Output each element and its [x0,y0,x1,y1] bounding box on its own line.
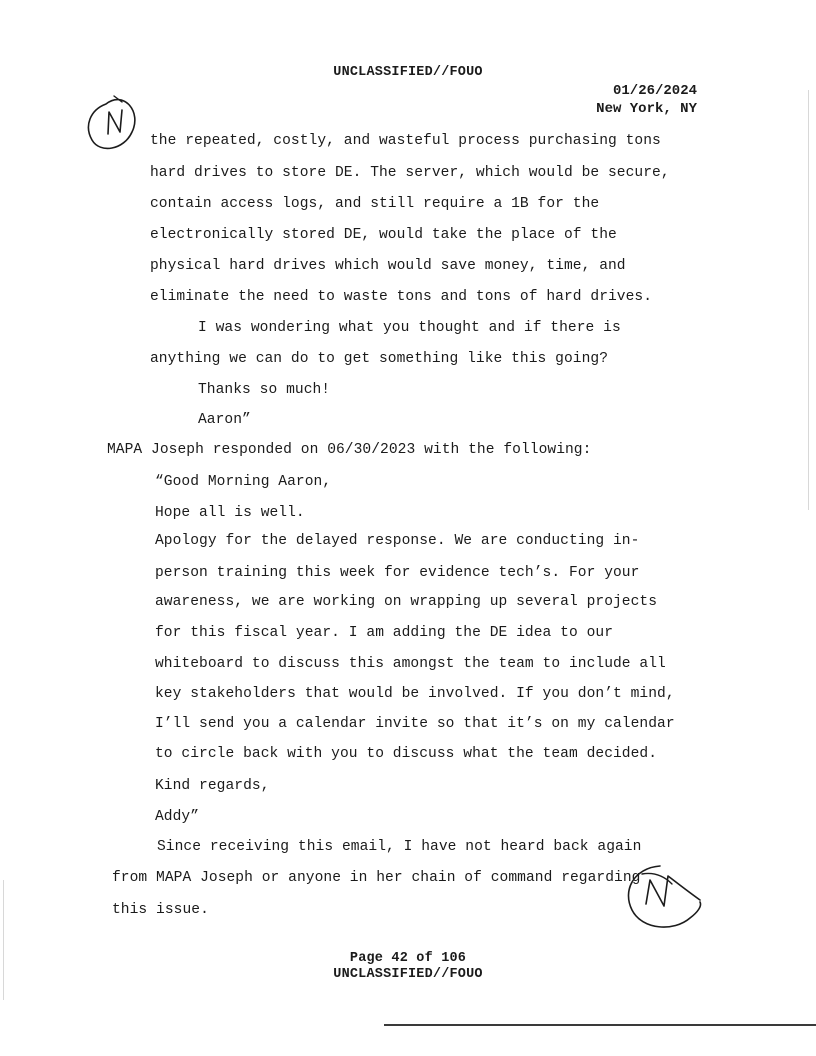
document-location: New York, NY [596,101,697,117]
scan-bottom-rule [384,1024,816,1026]
body-line: to circle back with you to discuss what the team decided. [155,746,658,762]
scan-edge-line [3,880,4,1000]
body-line: I’ll send you a calendar invite so that it’s on my calendar [155,716,675,732]
page-number: Page 42 of 106 [349,951,467,966]
body-line: Aaron” [198,412,251,428]
classification-header: UNCLASSIFIED//FOUO [333,65,483,80]
body-line: key stakeholders that would be involved. If you don’t mind, [155,686,675,702]
document-date: 01/26/2024 [612,83,697,99]
body-line: this issue. [112,902,209,918]
body-line: from MAPA Joseph or anyone in her chain of command regarding [112,870,641,886]
body-line: for this fiscal year. I am adding the DE idea to our [155,625,613,641]
body-line: Kind regards, [155,778,270,794]
body-line: contain access logs, and still require a 1B for the [150,196,600,212]
body-line: hard drives to store DE. The server, which would be secure, [150,165,670,181]
body-line: the repeated, costly, and wasteful process purchasing tons [150,133,661,149]
body-line: electronically stored DE, would take the place of the [150,227,617,243]
body-line: eliminate the need to waste tons and tons of hard drives. [150,289,653,305]
body-line: Addy” [155,809,200,825]
body-line: I was wondering what you thought and if there is [198,320,621,336]
body-line: Since receiving this email, I have not heard back again [157,839,642,855]
body-line: Hope all is well. [155,505,305,521]
body-line: Apology for the delayed response. We are conducting in- [155,533,640,549]
body-line: “Good Morning Aaron, [155,474,332,490]
body-line: Thanks so much! [198,382,331,398]
body-line: awareness, we are working on wrapping up several projects [155,594,658,610]
body-line: MAPA Joseph responded on 06/30/2023 with the following: [107,442,592,458]
classification-footer: UNCLASSIFIED//FOUO [333,967,483,982]
body-line: whiteboard to discuss this amongst the team to include all [155,656,666,672]
date-location-block [596,82,697,118]
body-line: person training this week for evidence tech’s. For your [155,565,640,581]
handwritten-initials-top [84,92,144,160]
scan-edge-line [808,90,809,510]
body-line: anything we can do to get something like this going? [150,351,608,367]
body-line: physical hard drives which would save money, time, and [150,258,626,274]
handwritten-initials-bottom [620,860,708,936]
